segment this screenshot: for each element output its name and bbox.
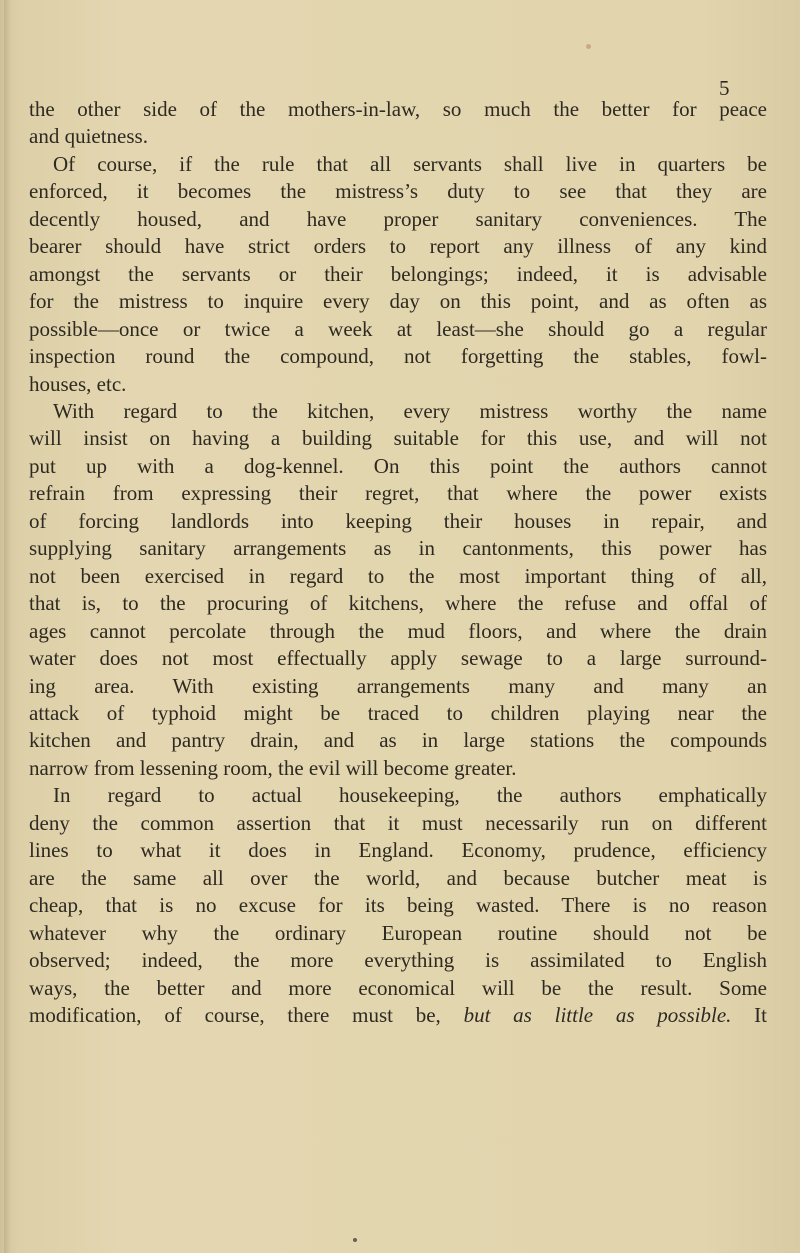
text-line: ing area. With existing arrangements many and many an — [29, 673, 767, 698]
text-line: bearer should have strict orders to report any illness of any kind — [29, 234, 767, 259]
text-line: the other side of the mothers-in-law, so much the better for peace — [29, 97, 767, 121]
text-segment: modification, of course, there must be, — [29, 1002, 441, 1027]
text-line: lines to what it does in England. Economy, prudence, efficiency — [29, 838, 767, 863]
text-line: deny the common assertion that it must necessarily run on different — [29, 810, 767, 835]
text-line: decently housed, and have proper sanitary conveniences. The — [29, 206, 767, 231]
text-line: ages cannot percolate through the mud floors, and where the drain — [29, 618, 767, 643]
text-line: will insist on having a building suitable for this use, and will not — [29, 426, 767, 451]
text-line: cheap, that is no excuse for its being wasted. There is no reason — [29, 893, 767, 918]
text-line: ways, the better and more economical will be the result. Some — [29, 975, 767, 1000]
page-edge — [4, 0, 10, 1253]
text-line: for the mistress to inquire every day on this point, and as often as — [29, 289, 767, 314]
text-line: water does not most effectually apply sewage to a large surround- — [29, 646, 767, 671]
text-line: possible—once or twice a week at least—she should go a regular — [29, 316, 767, 341]
text-line: and quietness. — [29, 124, 148, 149]
text-line: inspection round the compound, not forgetting the stables, fowl- — [29, 344, 767, 369]
page-number: 5 — [719, 76, 730, 100]
text-line: refrain from expressing their regret, that where the power exists — [29, 481, 767, 506]
italic-phrase: but as little as possible. — [463, 1002, 732, 1027]
text-line: amongst the servants or their belongings; indeed, it is advisable — [29, 261, 767, 286]
text-line: kitchen and pantry drain, and as in large stations the compounds — [29, 728, 767, 753]
text-line: supplying sanitary arrangements as in cantonments, this power has — [29, 536, 767, 561]
body-text — [29, 96, 767, 1029]
ink-spot — [586, 44, 591, 49]
text-line: whatever why the ordinary European routine should not be — [29, 920, 767, 945]
text-line: enforced, it becomes the mistress’s duty to see that they are — [29, 179, 767, 204]
paragraph-start-line: Of course, if the rule that all servants shall live in quarters be — [53, 151, 767, 176]
text-line: houses, etc. — [29, 371, 127, 396]
text-line: observed; indeed, the more everything is assimilated to English — [29, 948, 767, 973]
text-line: that is, to the procuring of kitchens, where the refuse and offal of — [29, 591, 767, 616]
text-line: narrow from lessening room, the evil will become greater. — [29, 755, 517, 780]
text-segment: It — [731, 1002, 767, 1027]
text-line: are the same all over the world, and because butcher meat is — [29, 865, 767, 890]
text-line: attack of typhoid might be traced to children playing near the — [29, 700, 767, 725]
text-line: not been exercised in regard to the most important thing of all, — [29, 563, 767, 588]
signature-mark — [353, 1238, 357, 1242]
paragraph-start-line: With regard to the kitchen, every mistress worthy the name — [53, 398, 767, 423]
text-line: of forcing landlords into keeping their houses in repair, and — [29, 508, 767, 533]
text-line: put up with a dog-kennel. On this point the authors cannot — [29, 453, 767, 478]
text-line-final — [29, 1002, 767, 1029]
paragraph-start-line: In regard to actual housekeeping, the authors emphatically — [53, 783, 767, 808]
